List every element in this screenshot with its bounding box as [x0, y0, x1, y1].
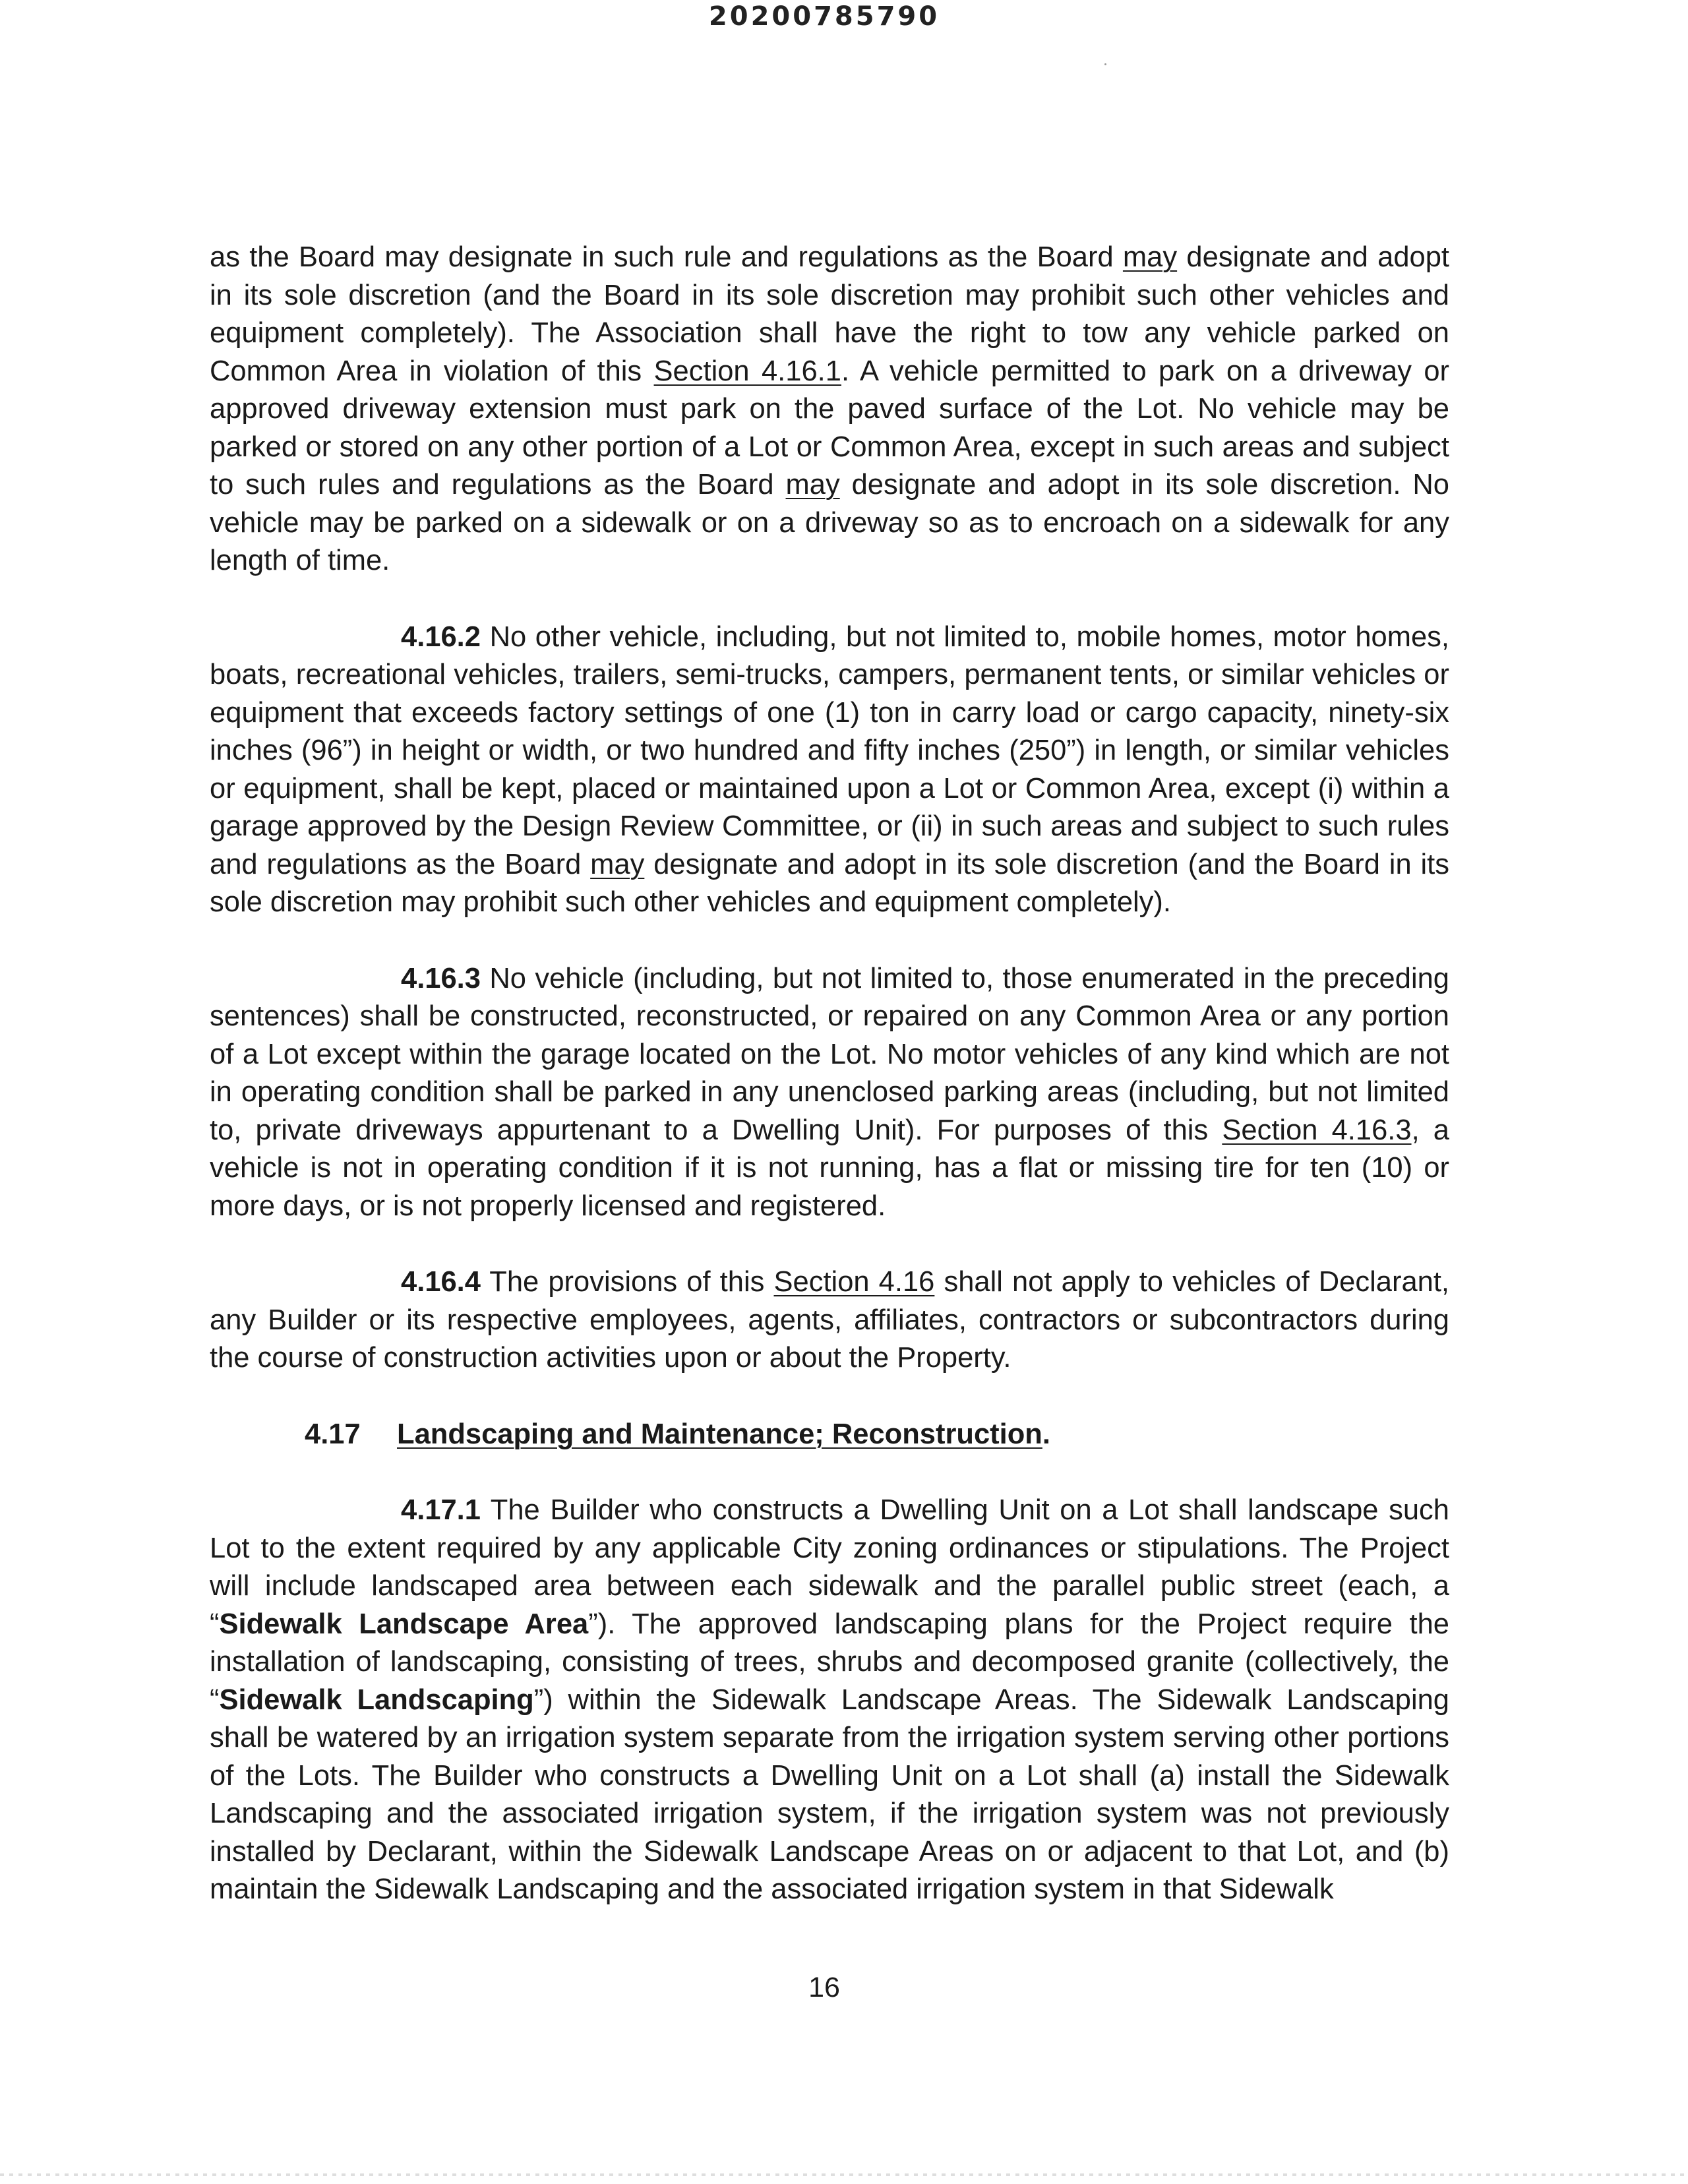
section-number: 4.16.4 [401, 1266, 481, 1298]
heading-title: Landscaping and Maintenance; Reconstruction [397, 1418, 1042, 1450]
text-run: The Builder who constructs a Dwelling Unit on a Lot shall landscape such Lot to the extent required by any applicable City zoning ordinances or stipulations. The Project will include landscaped area between each sidewalk and the parallel public street (each, a “ [210, 1494, 1449, 1640]
paragraph-4-16-3 [210, 960, 1449, 1226]
underlined-term: may [785, 469, 840, 501]
text-run: designate and adopt in its sole discretion. No vehicle may be parked on a sidewalk or on a driveway so as to encroach on a sidewalk for any length of time. [210, 469, 1449, 576]
paragraph-4-16-1-continuation [210, 239, 1449, 580]
text-run: The provisions of this [480, 1266, 774, 1298]
text-run: designate and adopt in its sole discretion (and the Board in its sole discretion may prohibit such other vehicles and equipment completely). The Association shall have the right to tow any vehicle parked on Common Area in violation of this [210, 241, 1449, 387]
text-run: ”) within the Sidewalk Landscape Areas. The Sidewalk Landscaping shall be watered by an irrigation system separate from the irrigation system serving other portions of the Lots. The Builder who constructs a Dwelling Unit on a Lot shall (a) install the Sidewalk Landscaping and the associated irrigation system, if the irrigation system was not previously installed by Declarant, within the Sidewalk Landscape Areas on or adjacent to that Lot, and (b) maintain the Sidewalk Landscaping and the associated irrigation system in that Sidewalk [210, 1684, 1450, 1905]
scan-speck [1104, 63, 1106, 65]
underlined-term: may [590, 848, 645, 880]
section-heading-4-17 [210, 1416, 1449, 1454]
section-reference: Section 4.16.1 [653, 355, 841, 387]
text-run: No other vehicle, including, but not limited to, mobile homes, motor homes, boats, recreational vehicles, trailers, semi-trucks, campers, permanent tents, or similar vehicles or equipment that exceeds factory settings of one (1) ton in carry load or cargo capacity, ninety-six inches (96”) in height or width, or two hundred and fifty inches (250”) in length, or similar vehicles or equipment, shall be kept, placed or maintained upon a Lot or Common Area, except (i) within a garage approved by the Design Review Committee, or (ii) in such areas and subject to such rules and regulations as the Board [210, 621, 1449, 880]
paragraph-4-16-4 [210, 1263, 1449, 1378]
section-reference: Section 4.16 [773, 1266, 935, 1298]
document-number: 20200785790 [708, 1, 940, 32]
section-number: 4.16.2 [401, 621, 481, 653]
paragraph-4-17-1 [210, 1492, 1449, 1909]
text-run: . A vehicle permitted to park on a driveway or approved driveway extension must park on the paved surface of the Lot. No vehicle may be parked or stored on any other portion of a Lot or Common Area, except in such areas and subject to such rules and regulations as the Board [210, 355, 1450, 501]
document-body [210, 239, 1449, 1947]
section-number: 4.17.1 [401, 1494, 481, 1526]
defined-term: Sidewalk Landscaping [219, 1684, 534, 1716]
heading-number: 4.17 [305, 1418, 361, 1450]
text-run: ”). The approved landscaping plans for the Project require the installation of landscaping, consisting of trees, shrubs and decomposed granite (collectively, the “ [210, 1608, 1449, 1716]
text-run: as the Board may designate in such rule and regulations as the Board [210, 241, 1123, 273]
paragraph-4-16-2 [210, 619, 1449, 922]
text-run: No vehicle (including, but not limited to, those enumerated in the preceding sentences) shall be constructed, reconstructed, or repaired on any Common Area or any portion of a Lot except within the garage located on the Lot. No motor vehicles of any kind which are not in operating condition shall be parked in any unenclosed parking areas (including, but not limited to, private driveways appurtenant to a Dwelling Unit). For purposes of this [210, 962, 1449, 1146]
defined-term: Sidewalk Landscape Area [219, 1608, 589, 1640]
text-run: shall not apply to vehicles of Declarant, any Builder or its respective employees, agents, affiliates, contractors or subcontractors during the course of construction activities upon or about the Property. [210, 1266, 1450, 1374]
text-run: designate and adopt in its sole discretion (and the Board in its sole discretion may prohibit such other vehicles and equipment completely). [210, 848, 1449, 918]
scan-edge-artifact [0, 2173, 1688, 2176]
section-reference: Section 4.16.3 [1222, 1114, 1412, 1146]
section-number: 4.16.3 [401, 962, 481, 994]
heading-period: . [1042, 1418, 1050, 1450]
page-number: 16 [808, 1972, 840, 2003]
underlined-term: may [1122, 241, 1178, 273]
text-run: , a vehicle is not in operating condition if it is not running, has a flat or missing tire for ten (10) or more days, or is not properly licensed and registered. [210, 1114, 1449, 1222]
